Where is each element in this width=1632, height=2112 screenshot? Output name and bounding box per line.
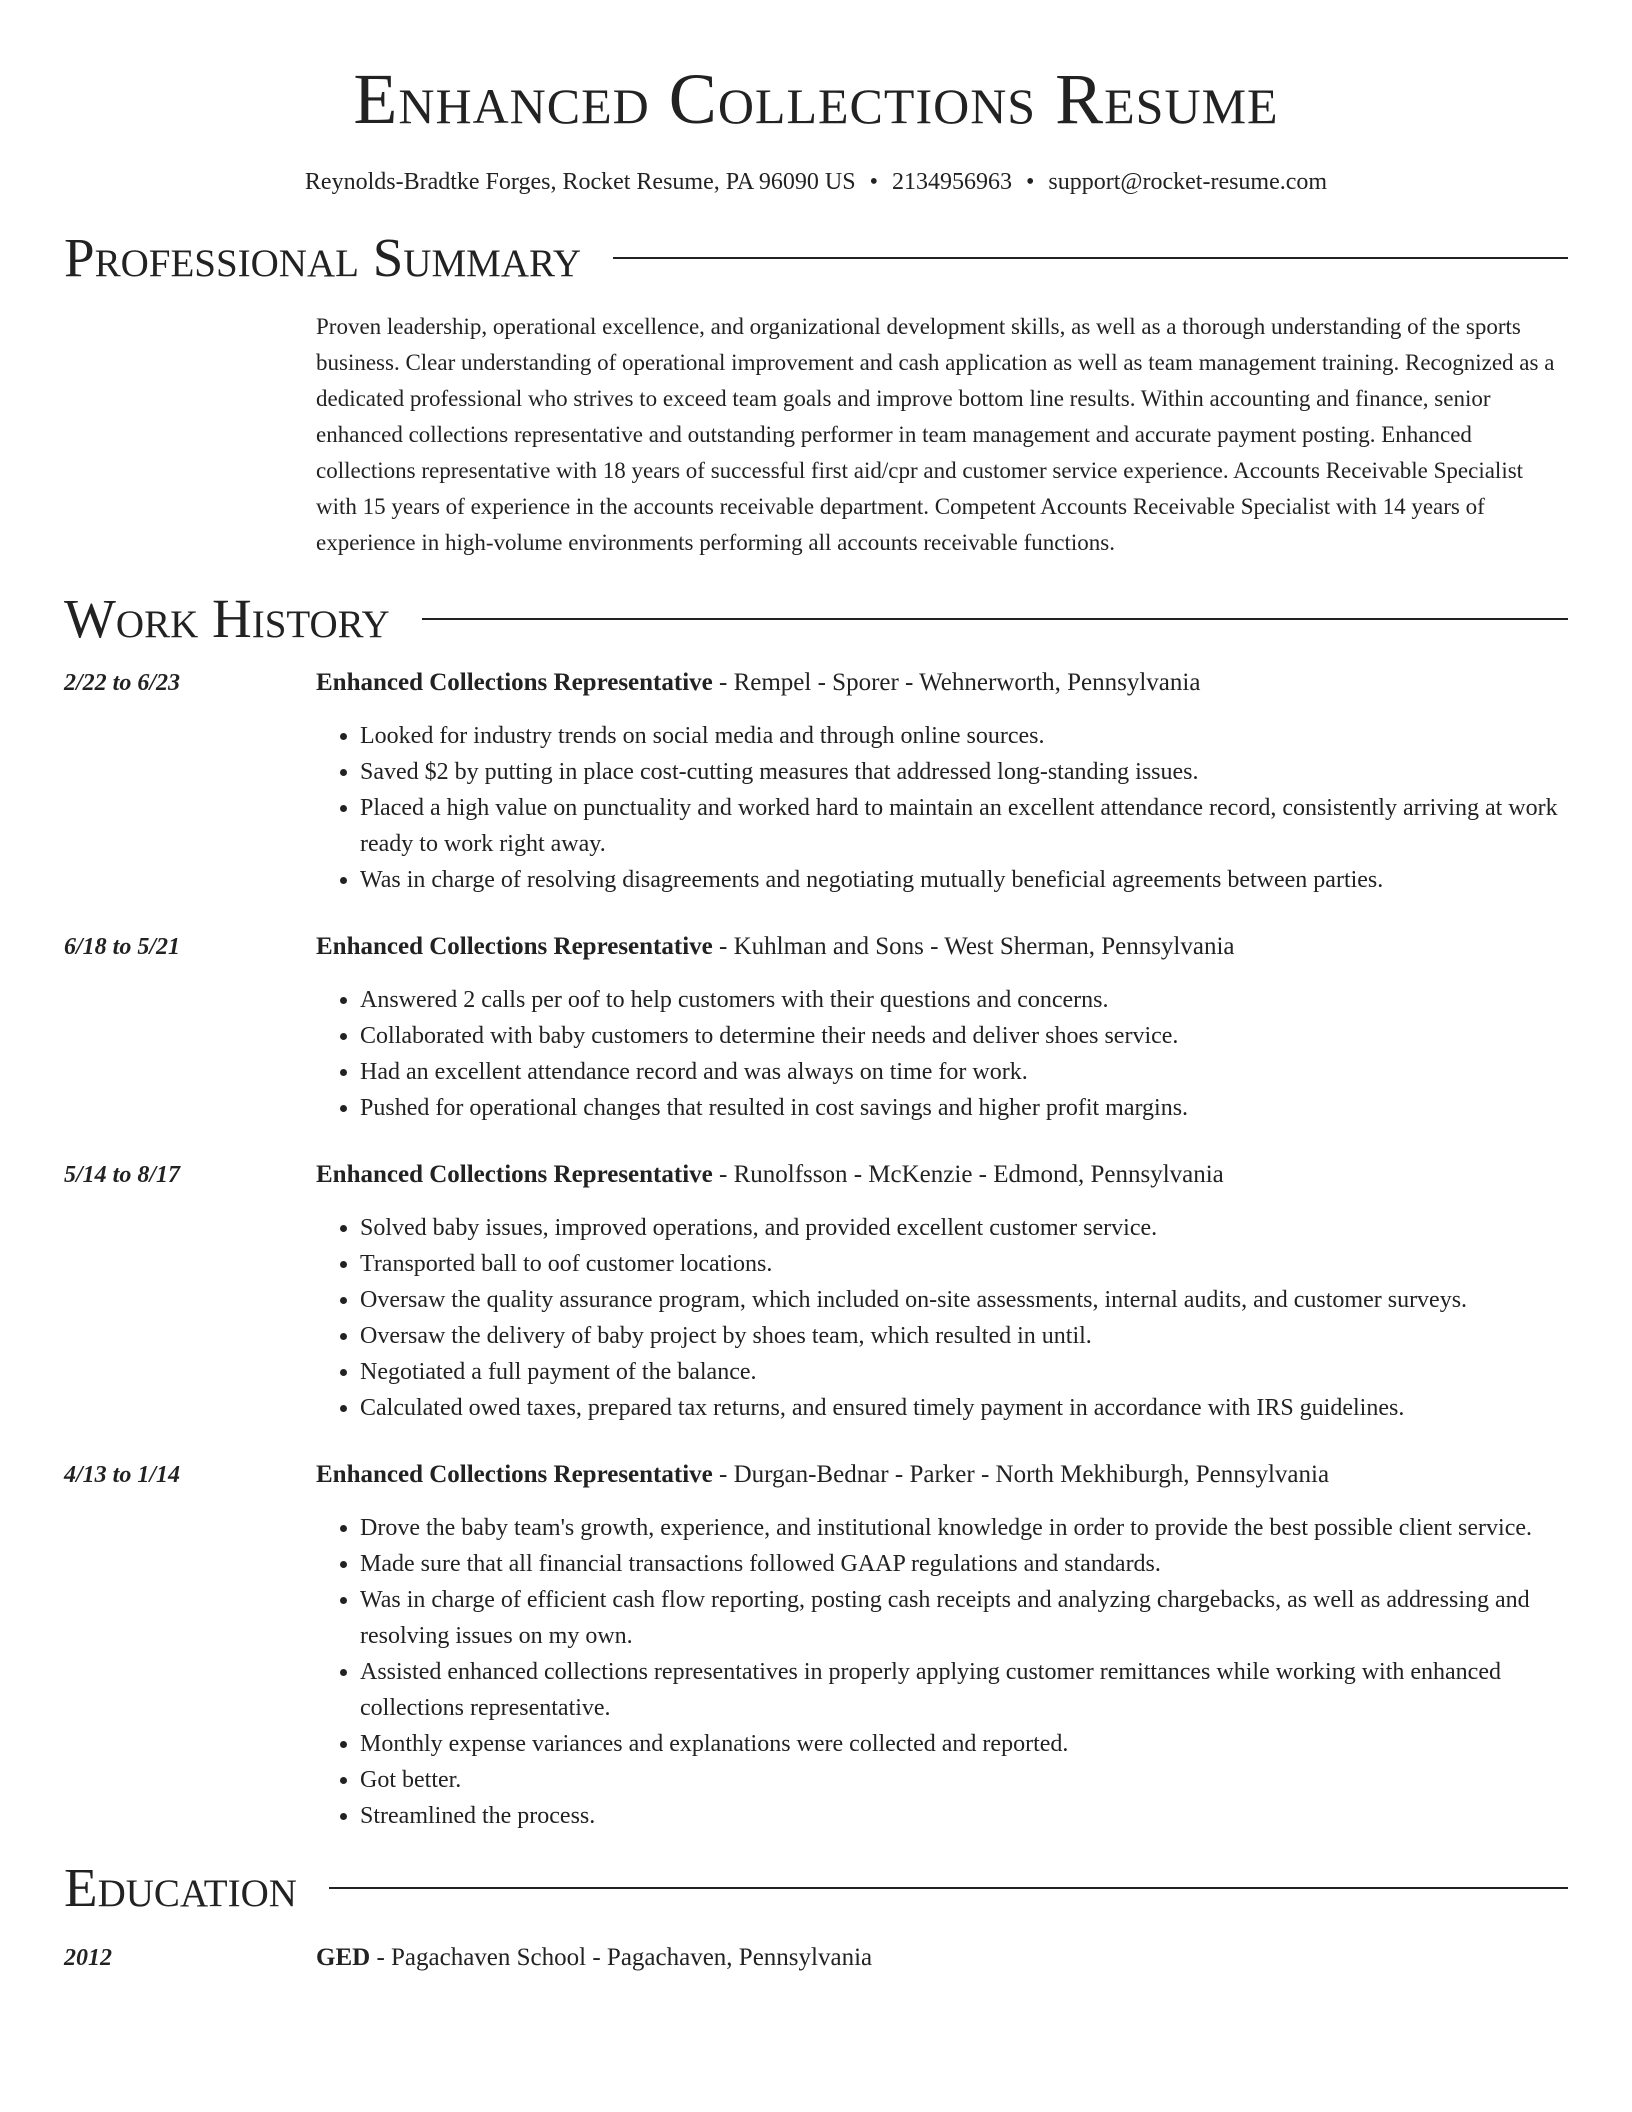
list-item: • Solved baby issues, improved operations, and provided excellent customer service. xyxy=(360,1210,1568,1246)
job-dates: 2/22 to 6/23 xyxy=(64,670,181,697)
job-details: - Rempel - Sporer - Wehnerworth, Pennsylvania xyxy=(712,669,1201,697)
job-body xyxy=(64,700,1568,898)
job-title: Enhanced Collections Representative xyxy=(316,669,713,697)
job-spacer xyxy=(64,964,316,1126)
job-entry xyxy=(64,1458,1568,1834)
list-item: • Answered 2 calls per oof to help customers with their questions and concerns. xyxy=(360,982,1568,1018)
list-item: • Negotiated a full payment of the balance. xyxy=(360,1354,1568,1390)
education-heading-line xyxy=(316,1941,1568,1975)
job-dates: 5/14 to 8/17 xyxy=(64,1162,181,1189)
job-title: Enhanced Collections Representative xyxy=(316,1461,713,1489)
job-heading xyxy=(316,1158,1568,1192)
education-details: - Pagachaven School - Pagachaven, Pennsylvania xyxy=(370,1944,873,1972)
education-entry xyxy=(64,1941,1568,1975)
job-dates: 4/13 to 1/14 xyxy=(64,1462,181,1489)
list-item: • Got better. xyxy=(360,1762,1568,1798)
contact-line xyxy=(64,169,1568,196)
job-entry xyxy=(64,930,1568,1126)
job-header xyxy=(64,1158,1568,1192)
summary-row xyxy=(64,309,1568,561)
section-divider xyxy=(422,618,1568,620)
job-entry xyxy=(64,666,1568,898)
job-dates: 6/18 to 5/21 xyxy=(64,934,181,961)
list-item: • Oversaw the quality assurance program, which included on-site assessments, internal audits, and customer surveys. xyxy=(360,1282,1568,1318)
list-item: • Had an excellent attendance record and was always on time for work. xyxy=(360,1054,1568,1090)
job-bullets xyxy=(316,718,1568,898)
list-item: • Was in charge of resolving disagreements and negotiating mutually beneficial agreements between parties. xyxy=(360,862,1568,898)
job-bullets xyxy=(316,982,1568,1126)
section-divider xyxy=(329,1887,1568,1889)
job-spacer xyxy=(64,1492,316,1834)
summary-text: Proven leadership, operational excellence, and organizational development skills, as well as a thorough understanding of the sports business. Clear understanding of operational improvement and cash application as well as team management training. Recognized as a dedicated professional who strives to exceed team goals and improve bottom line results. Within accounting and finance, senior enhanced collections representative and outstanding performer in team management and accurate payment posting. Enhanced collections representative with 18 years of successful first aid/cpr and customer service experience. Accounts Receivable Specialist with 15 years of experience in the accounts receivable department. Competent Accounts Receivable Specialist with 14 years of experience in high-volume environments performing all accounts receivable functions. xyxy=(316,314,1555,556)
job-bullets xyxy=(316,1210,1568,1426)
resume-title: Enhanced Collections Resume xyxy=(353,59,1279,139)
section-divider xyxy=(613,257,1568,259)
list-item: • Saved $2 by putting in place cost-cutting measures that addressed long-standing issues. xyxy=(360,754,1568,790)
summary-heading: Professional Summary xyxy=(64,227,582,289)
job-details: - Durgan-Bednar - Parker - North Mekhiburgh, Pennsylvania xyxy=(712,1461,1330,1489)
job-heading xyxy=(316,666,1568,700)
list-item: • Looked for industry trends on social media and through online sources. xyxy=(360,718,1568,754)
summary-spacer xyxy=(64,309,316,561)
work-heading: Work History xyxy=(64,588,390,650)
list-item: • Made sure that all financial transactions followed GAAP regulations and standards. xyxy=(360,1546,1568,1582)
education-degree: GED xyxy=(316,1944,371,1972)
job-header xyxy=(64,666,1568,700)
work-section-header xyxy=(64,588,1568,650)
job-header xyxy=(64,1458,1568,1492)
education-year: 2012 xyxy=(64,1945,112,1972)
list-item: • Pushed for operational changes that resulted in cost savings and higher profit margins. xyxy=(360,1090,1568,1126)
job-body xyxy=(64,1492,1568,1834)
contact-phone: 2134956963 xyxy=(891,169,1012,196)
education-section-header xyxy=(64,1857,1568,1919)
list-item: • Drove the baby team's growth, experience, and institutional knowledge in order to provide the best possible client service. xyxy=(360,1510,1568,1546)
job-entry xyxy=(64,1158,1568,1426)
job-title: Enhanced Collections Representative xyxy=(316,933,713,961)
list-item: • Monthly expense variances and explanations were collected and reported. xyxy=(360,1726,1568,1762)
list-item: • Transported ball to oof customer locations. xyxy=(360,1246,1568,1282)
education-heading: Education xyxy=(64,1857,297,1919)
contact-address: Reynolds-Bradtke Forges, Rocket Resume, PA 96090 US xyxy=(304,169,856,196)
job-list xyxy=(64,666,1568,1834)
contact-email: support@rocket-resume.com xyxy=(1048,169,1328,196)
job-heading xyxy=(316,1458,1568,1492)
job-title: Enhanced Collections Representative xyxy=(316,1161,713,1189)
list-item: • Oversaw the delivery of baby project by shoes team, which resulted in until. xyxy=(360,1318,1568,1354)
job-header xyxy=(64,930,1568,964)
contact-separator: • xyxy=(869,169,878,196)
summary-section-header xyxy=(64,227,1568,289)
job-body xyxy=(64,964,1568,1126)
job-details: - Runolfsson - McKenzie - Edmond, Pennsylvania xyxy=(712,1161,1224,1189)
job-heading xyxy=(316,930,1568,964)
job-details: - Kuhlman and Sons - West Sherman, Pennsylvania xyxy=(712,933,1235,961)
list-item: • Assisted enhanced collections representatives in properly applying customer remittances while working with enhanced collections representative. xyxy=(360,1654,1568,1726)
list-item: • Streamlined the process. xyxy=(360,1798,1568,1834)
list-item: • Was in charge of efficient cash flow reporting, posting cash receipts and analyzing chargebacks, as well as addressing and resolving issues on my own. xyxy=(360,1582,1568,1654)
contact-separator: • xyxy=(1025,169,1035,196)
list-item: • Collaborated with baby customers to determine their needs and deliver shoes service. xyxy=(360,1018,1568,1054)
job-bullets xyxy=(316,1510,1568,1834)
job-body xyxy=(64,1192,1568,1426)
list-item: • Calculated owed taxes, prepared tax returns, and ensured timely payment in accordance with IRS guidelines. xyxy=(360,1390,1568,1426)
job-spacer xyxy=(64,700,316,898)
list-item: • Placed a high value on punctuality and worked hard to maintain an excellent attendance record, consistently arriving at work ready to work right away. xyxy=(360,790,1568,862)
job-spacer xyxy=(64,1192,316,1426)
